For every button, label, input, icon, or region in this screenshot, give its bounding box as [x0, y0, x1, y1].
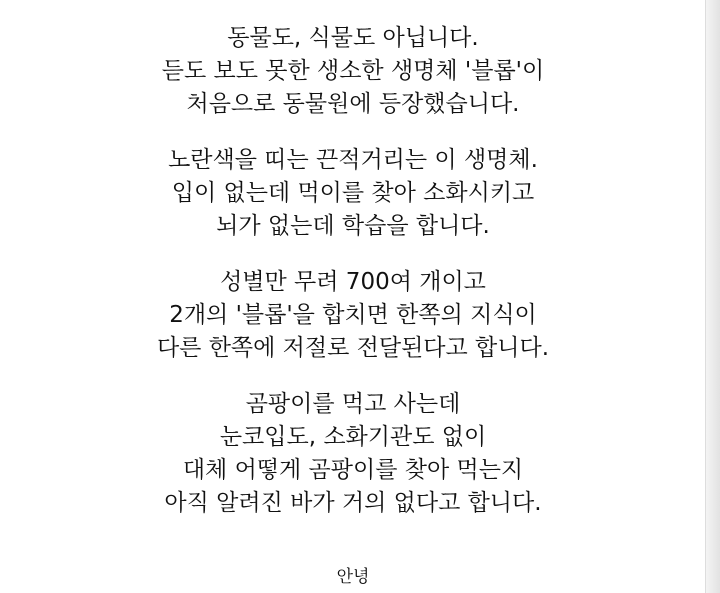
text-line-p4-2: 눈코입도, 소화기관도 없이 — [219, 424, 487, 450]
text-line-p3-1: 성별만 무려 700여 개이고 — [220, 269, 486, 295]
right-edge-scrollbar — [705, 0, 720, 593]
text-line-p2-1: 노란색을 띠는 끈적거리는 이 생명체. — [168, 147, 538, 173]
signature: 안녕 — [336, 567, 370, 587]
text-line-p1-1: 동물도, 식물도 아닙니다. — [227, 25, 479, 51]
text-line-p2-2: 입이 없는데 먹이를 찾아 소화시키고 — [171, 180, 535, 206]
text-line-p3-3: 다른 한쪽에 저절로 전달된다고 합니다. — [156, 335, 550, 361]
text-line-p2-3: 뇌가 없는데 학습을 합니다. — [216, 213, 490, 239]
text-line-p3-2: 2개의 '블롭'을 합치면 한쪽의 지식이 — [169, 302, 537, 328]
text-line-p4-1: 곰팡이를 먹고 사는데 — [245, 391, 461, 417]
text-line-p4-4: 아직 알려진 바가 거의 없다고 합니다. — [164, 490, 542, 516]
text-line-p1-3: 처음으로 동물원에 등장했습니다. — [186, 91, 520, 117]
text-line-p4-3: 대체 어떻게 곰팡이를 찾아 먹는지 — [182, 457, 524, 483]
text-line-p1-2: 듣도 보도 못한 생소한 생명체 '블롭'이 — [161, 58, 545, 84]
